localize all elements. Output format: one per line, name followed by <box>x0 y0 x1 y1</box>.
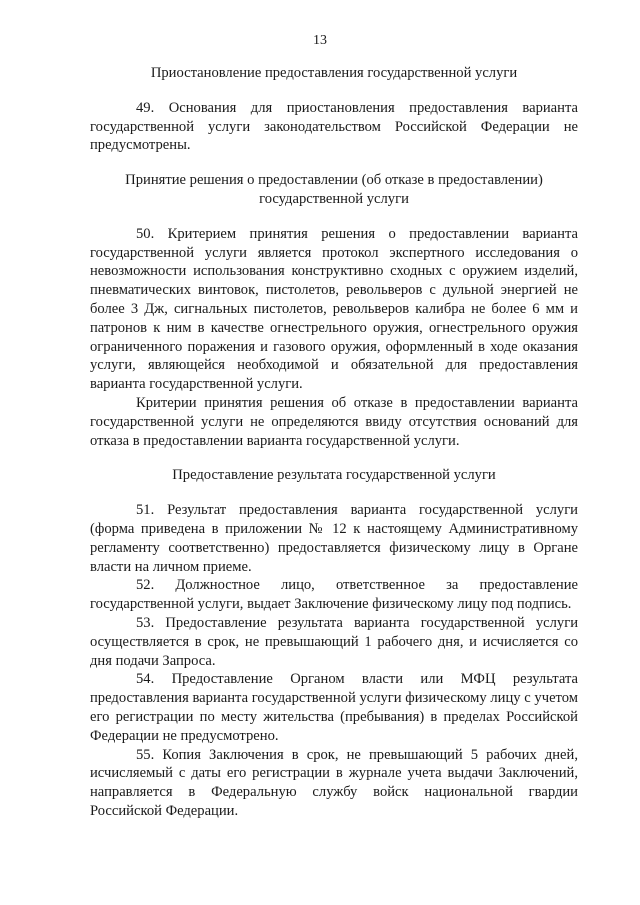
section-heading-suspension: Приостановление предоставления государственной услуги <box>150 65 518 81</box>
section-heading-decision-line-2: государственной услуги <box>259 190 409 207</box>
paragraph-49: 49. Основания для приостановления предоставления варианта государственной услуги законодательством Российской Федерации не предусмотрены. <box>90 99 578 154</box>
section-heading-decision-line-1: Принятие решения о предоставлении (об отказе в предоставлении) <box>125 172 543 189</box>
paragraph-52: 52. Должностное лицо, ответственное за предоставление государственной услуги, выдает Заключение физическому лицу под подпись. <box>90 577 578 613</box>
section-heading-decision <box>90 171 578 209</box>
paragraph-refusal-criteria: Критерии принятия решения об отказе в предоставлении варианта государственной услуги не определяются ввиду отсутствия оснований для отказа в предоставлении варианта государственной услуги. <box>90 394 578 449</box>
paragraph-51: 51. Результат предоставления варианта государственной услуги (форма приведена в приложении № 12 к настоящему Административному регламенту соответственно) предоставляется физическому лицу в Органе власти на личном приеме. <box>90 502 578 575</box>
document-body <box>90 64 578 821</box>
paragraph-50: 50. Критерием принятия решения о предоставлении варианта государственной услуги является протокол экспертного исследования о невозможности использования конструктивно сходных с оружием изделий, пневматических винтовок, пистолетов, револьверов с дульной энергией не более 3 Дж, сигнальных пистолетов, револьверов калибра не более 6 мм и патронов к ним в качестве огнестрельного оружия, огнестрельного оружия ограниченного поражения и газового оружия, оформленный в ходе оказания услуги, являющейся необходимой и обязательной для предоставления варианта государственной услуги. <box>90 225 578 393</box>
page-number: 13 <box>313 33 327 48</box>
section-heading-result: Предоставление результата государственной услуги <box>172 467 496 484</box>
paragraph-54: 54. Предоставление Органом власти или МФЦ результата предоставления варианта государственной услуги физическому лицу с учетом его регистрации по месту жительства (пребывания) в пределах Российской Федерации не предусмотрено. <box>90 671 578 744</box>
paragraph-55: 55. Копия Заключения в срок, не превышающий 5 рабочих дней, исчисляемый с даты его регистрации в журнале учета выдачи Заключений, направляется в Федеральную службу войск национальной гвардии Российской Федерации. <box>90 746 578 819</box>
paragraph-53: 53. Предоставление результата варианта государственной услуги осуществляется в срок, не превышающий 1 рабочего дня, и исчисляется со дня подачи Запроса. <box>90 614 578 669</box>
